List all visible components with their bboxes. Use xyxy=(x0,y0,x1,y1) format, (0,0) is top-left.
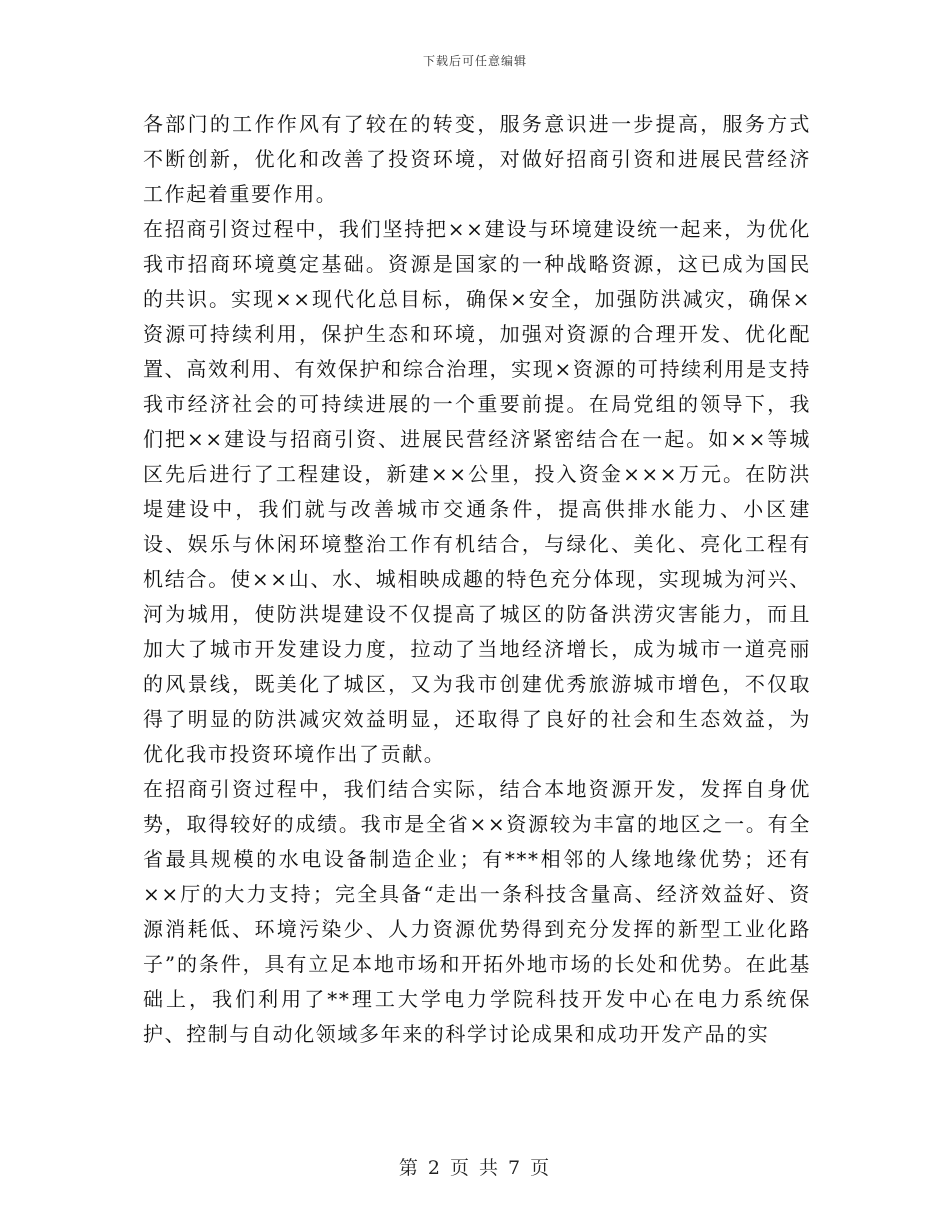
document-body xyxy=(143,107,811,1052)
paragraph-1: 各部门的工作作风有了较在的转变，服务意识进一步提高，服务方式不断创新，优化和改善了投资环境，对做好招商引资和进展民营经济工作起着重要作用。 xyxy=(143,112,811,206)
page-number-footer: 第 2 页 共 7 页 xyxy=(398,1157,552,1179)
paragraph-2: 在招商引资过程中，我们坚持把××建设与环境建设统一起来，为优化我市招商环境奠定基础。资源是国家的一种战略资源，这已成为国民的共识。实现××现代化总目标，确保×安全，加强防洪减灾，确保×资源可持续利用，保护生态和环境，加强对资源的合理开发、优化配置、高效利用、有效保护和综合治理，实现×资源的可持续利用是支持我市经济社会的可持续进展的一个重要前提。在局党组的领导下，我们把××建设与招商引资、进展民营经济紧密结合在一起。如××等城区先后进行了工程建设，新建××公里，投入资金×××万元。在防洪堤建设中，我们就与改善城市交通条件，提高供排水能力、小区建设、娱乐与休闲环境整治工作有机结合，与绿化、美化、亮化工程有机结合。使××山、水、城相映成趣的特色充分体现，实现城为河兴、河为城用，使防洪堤建设不仅提高了城区的防备洪涝灾害能力，而且加大了城市开发建设力度，拉动了当地经济增长，成为城市一道亮丽的风景线，既美化了城区，又为我市创建优秀旅游城市增色，不仅取得了明显的防洪减灾效益明显，还取得了良好的社会和生态效益，为优化我市投资环境作出了贡献。 xyxy=(143,217,811,766)
page-header: 下载后可任意编辑 xyxy=(422,54,527,68)
paragraph-3: 在招商引资过程中，我们结合实际，结合本地资源开发，发挥自身优势，取得较好的成绩。我市是全省××资源较为丰富的地区之一。有全省最具规模的水电设备制造企业；有***相邻的人缘地缘优势；还有××厅的大力支持；完全具备“走出一条科技含量高、经济效益好、资源消耗低、环境污染少、人力资源优势得到充分发挥的新型工业化路子”的条件，具有立足本地市场和开拓外地市场的长处和优势。在此基础上，我们利用了**理工大学电力学院科技开发中心在电力系统保护、控制与自动化领域多年来的科学讨论成果和成功开发产品的实 xyxy=(143,777,811,1046)
